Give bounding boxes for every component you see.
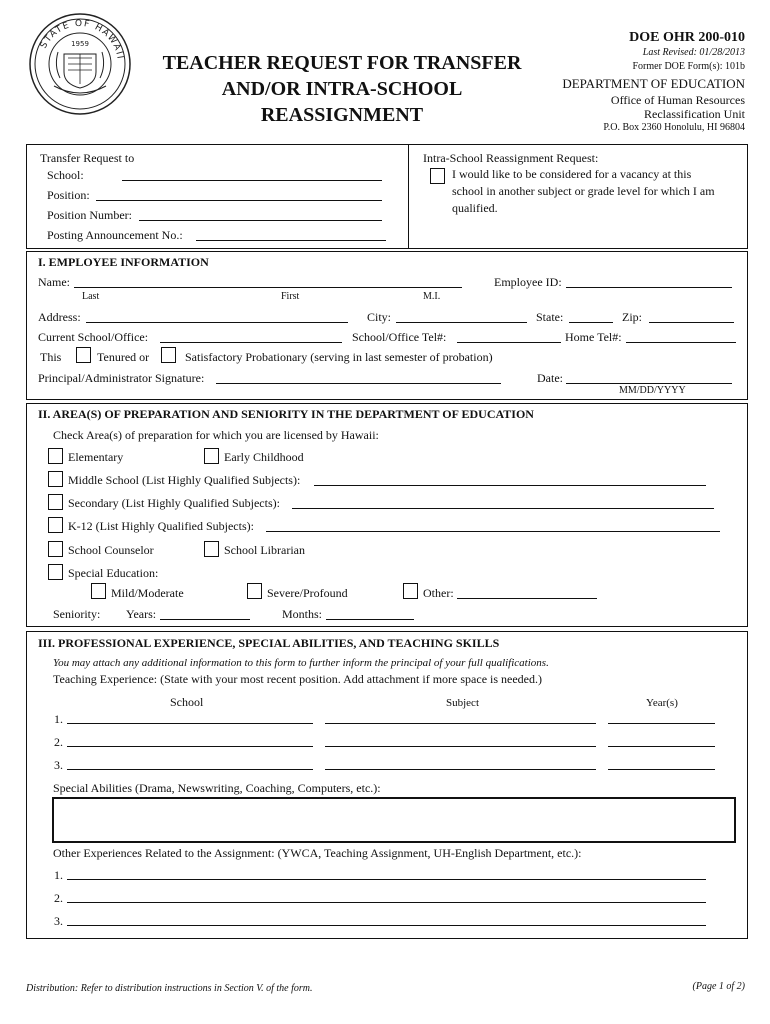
exp-subject-field[interactable]	[325, 769, 596, 770]
exp-row-number: 2.	[54, 735, 63, 749]
k12-checkbox[interactable]	[48, 517, 63, 533]
state-label: State:	[536, 310, 564, 324]
unit-name: Reclassification Unit	[644, 107, 745, 121]
transfer-school-label: School:	[47, 168, 84, 182]
other-field[interactable]	[457, 598, 597, 599]
secondary-subjects-field[interactable]	[292, 508, 714, 509]
exp-school-field[interactable]	[67, 746, 313, 747]
severe-profound-checkbox[interactable]	[247, 583, 262, 599]
zip-label: Zip:	[622, 310, 642, 324]
other-checkbox[interactable]	[403, 583, 418, 599]
section-3-title: III. PROFESSIONAL EXPERIENCE, SPECIAL ABILITIES, AND TEACHING SKILLS	[38, 636, 500, 650]
k12-label: K-12 (List Highly Qualified Subjects):	[68, 519, 254, 533]
middle-school-checkbox[interactable]	[48, 471, 63, 487]
first-name-caption: First	[281, 291, 300, 302]
mild-moderate-checkbox[interactable]	[91, 583, 106, 599]
years-label: Years:	[126, 607, 157, 621]
k12-subjects-field[interactable]	[266, 531, 720, 532]
position-number-label: Position Number:	[47, 208, 133, 222]
intra-line-1: I would like to be considered for a vacancy at this	[452, 167, 692, 181]
employee-id-field[interactable]	[566, 287, 732, 288]
tenured-label: Tenured or	[97, 350, 150, 364]
severe-profound-label: Severe/Profound	[267, 586, 348, 600]
attach-note: You may attach any additional information to this form to further inform the principal of your full qualifications.	[53, 657, 549, 669]
col-school-header: School	[170, 695, 204, 709]
state-seal	[28, 12, 132, 116]
special-ed-label: Special Education:	[68, 566, 159, 580]
area-instruction: Check Area(s) of preparation for which you are licensed by Hawaii:	[53, 428, 379, 442]
seniority-years-field[interactable]	[160, 619, 250, 620]
last-name-caption: Last	[82, 291, 100, 302]
posting-label: Posting Announcement No.:	[47, 228, 183, 242]
name-field[interactable]	[74, 287, 462, 288]
home-tel-field[interactable]	[626, 342, 736, 343]
transfer-heading: Transfer Request to	[40, 151, 135, 165]
signature-field[interactable]	[216, 383, 501, 384]
other-exp-field[interactable]	[67, 925, 706, 926]
last-revised: Last Revised: 01/28/2013	[642, 47, 745, 58]
special-abilities-label: Special Abilities (Drama, Newswriting, Coaching, Computers, etc.):	[53, 781, 381, 795]
seal-text: STATE OF HAWAII	[38, 18, 125, 61]
employee-id-label: Employee ID:	[494, 275, 562, 289]
other-exp-field[interactable]	[67, 902, 706, 903]
date-format-caption: MM/DD/YYYY	[619, 385, 686, 396]
other-exp-number: 2.	[54, 891, 63, 905]
form-title: TEACHER REQUEST FOR TRANSFER AND/OR INTRA-SCHOOL REASSIGNMENT	[162, 52, 522, 126]
school-tel-label: School/Office Tel#:	[352, 330, 447, 344]
tenured-checkbox[interactable]	[76, 347, 91, 363]
section-1-title: I. EMPLOYEE INFORMATION	[38, 255, 209, 269]
middle-school-subjects-field[interactable]	[314, 485, 706, 486]
special-abilities-field[interactable]	[52, 797, 736, 843]
mi-caption: M.I.	[423, 291, 441, 302]
exp-school-field[interactable]	[67, 723, 313, 724]
current-school-label: Current School/Office:	[38, 330, 149, 344]
section-2-title: II. AREA(S) OF PREPARATION AND SENIORITY IN THE DEPARTMENT OF EDUCATION	[38, 407, 534, 421]
intra-checkbox[interactable]	[430, 168, 445, 184]
probationary-label: Satisfactory Probationary (serving in last semester of probation)	[185, 350, 493, 364]
home-tel-label: Home Tel#:	[565, 330, 622, 344]
name-label: Name:	[38, 275, 70, 289]
office-name: Office of Human Resources	[610, 93, 745, 107]
elementary-checkbox[interactable]	[48, 448, 63, 464]
page-number: (Page 1 of 2)	[692, 981, 745, 992]
zip-field[interactable]	[649, 322, 734, 323]
col-subject-header: Subject	[446, 697, 479, 709]
librarian-label: School Librarian	[224, 543, 305, 557]
state-field[interactable]	[569, 322, 613, 323]
form-number: DOE OHR 200-010	[629, 30, 745, 45]
other-experiences-label: Other Experiences Related to the Assignment: (YWCA, Teaching Assignment, UH-English Department, etc.):	[53, 846, 582, 860]
date-field[interactable]	[566, 383, 732, 384]
elementary-label: Elementary	[68, 450, 124, 464]
secondary-checkbox[interactable]	[48, 494, 63, 510]
other-exp-field[interactable]	[67, 879, 706, 880]
department-name: DEPARTMENT OF EDUCATION	[562, 76, 745, 91]
intra-heading: Intra-School Reassignment Request:	[423, 151, 599, 165]
exp-subject-field[interactable]	[325, 723, 596, 724]
signature-label: Principal/Administrator Signature:	[38, 371, 205, 385]
exp-years-field[interactable]	[608, 746, 715, 747]
seal-year: 1959	[71, 40, 89, 48]
seniority-months-field[interactable]	[326, 619, 414, 620]
school-tel-field[interactable]	[457, 342, 561, 343]
teaching-experience-label: Teaching Experience: (State with your most recent position. Add attachment if more space is needed.)	[53, 672, 542, 686]
transfer-position-field[interactable]	[96, 200, 382, 201]
this-label: This	[40, 350, 62, 364]
early-childhood-checkbox[interactable]	[204, 448, 219, 464]
intra-line-3: qualified.	[452, 201, 498, 215]
other-exp-number: 3.	[54, 914, 63, 928]
address-field[interactable]	[86, 322, 348, 323]
exp-years-field[interactable]	[608, 723, 715, 724]
address-label: Address:	[38, 310, 81, 324]
seniority-label: Seniority:	[53, 607, 101, 621]
counselor-label: School Counselor	[68, 543, 154, 557]
former-form: Former DOE Form(s): 101b	[632, 61, 745, 72]
other-exp-number: 1.	[54, 868, 63, 882]
date-label: Date:	[537, 371, 563, 385]
exp-subject-field[interactable]	[325, 746, 596, 747]
exp-row-number: 3.	[54, 758, 63, 772]
months-label: Months:	[282, 607, 323, 621]
city-label: City:	[367, 310, 392, 324]
librarian-checkbox[interactable]	[204, 541, 219, 557]
position-number-field[interactable]	[139, 220, 382, 221]
probationary-checkbox[interactable]	[161, 347, 176, 363]
middle-school-label: Middle School (List Highly Qualified Subjects):	[68, 473, 301, 487]
exp-school-field[interactable]	[67, 769, 313, 770]
mild-moderate-label: Mild/Moderate	[111, 586, 184, 600]
city-field[interactable]	[396, 322, 527, 323]
posting-number-field[interactable]	[196, 240, 386, 241]
secondary-label: Secondary (List Highly Qualified Subjects):	[68, 496, 280, 510]
other-label: Other:	[423, 586, 454, 600]
exp-row-number: 1.	[54, 712, 63, 726]
counselor-checkbox[interactable]	[48, 541, 63, 557]
transfer-position-label: Position:	[47, 188, 90, 202]
mailing-address: P.O. Box 2360 Honolulu, HI 96804	[603, 122, 745, 133]
distribution-note: Distribution: Refer to distribution instructions in Section V. of the form.	[26, 983, 313, 994]
transfer-school-field[interactable]	[122, 180, 382, 181]
intra-line-2: school in another subject or grade level for which I am	[452, 184, 715, 198]
current-school-field[interactable]	[160, 342, 342, 343]
early-childhood-label: Early Childhood	[224, 450, 304, 464]
col-years-header: Year(s)	[646, 697, 678, 709]
exp-years-field[interactable]	[608, 769, 715, 770]
special-ed-checkbox[interactable]	[48, 564, 63, 580]
